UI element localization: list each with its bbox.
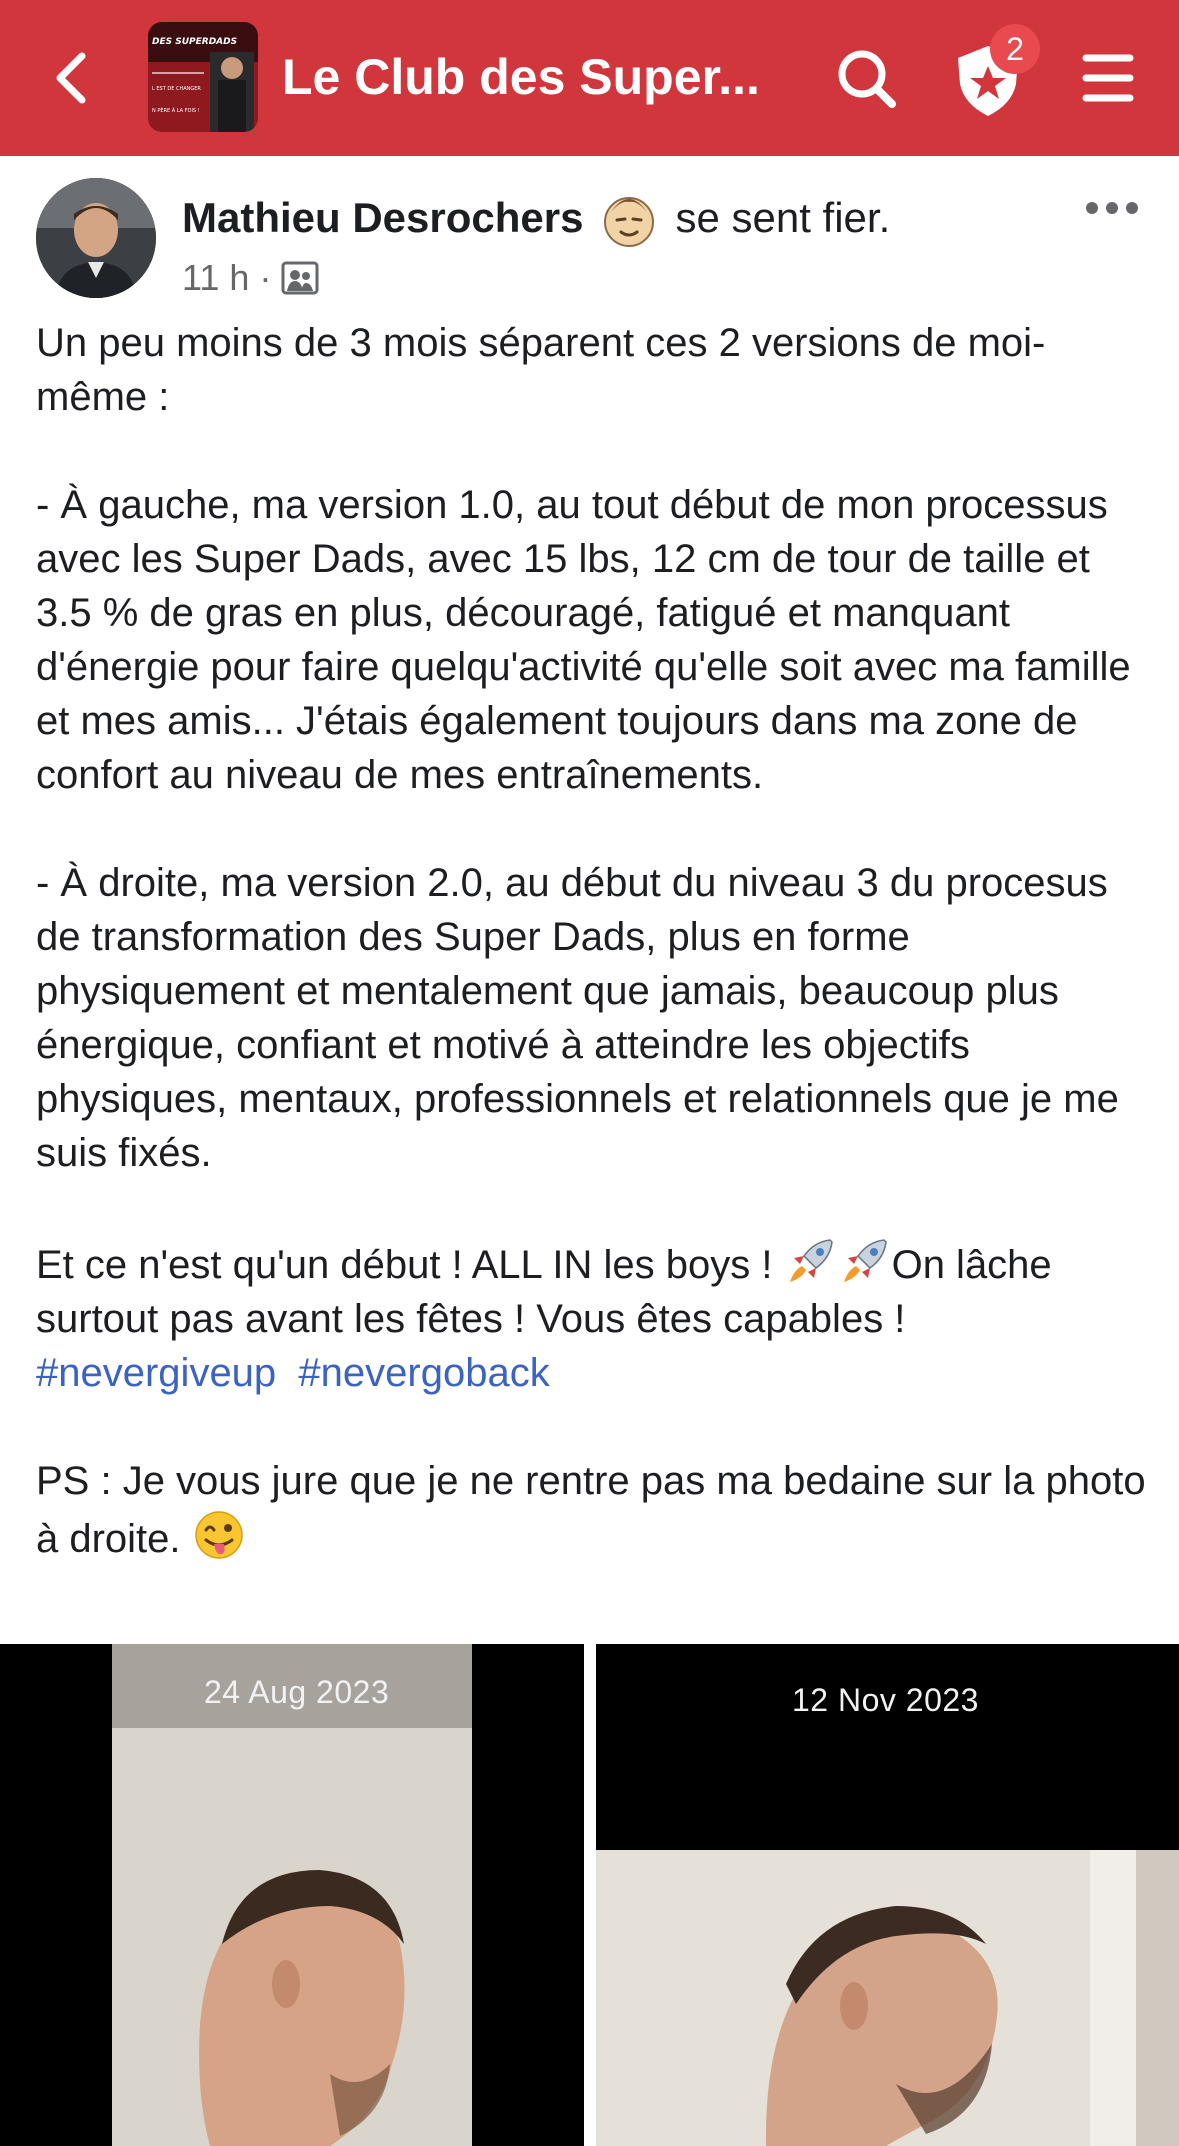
hashtag-nevergiveup[interactable]: #nevergiveup bbox=[36, 1351, 277, 1395]
post-timestamp[interactable]: 11 h bbox=[182, 257, 250, 298]
post-options-button[interactable] bbox=[1084, 192, 1140, 224]
post-paragraph-left: - À gauche, ma version 1.0, au tout début de mon processus avec les Super Dads, avec 15 lbs, 12 cm de tour de taille et 3.5 % de gras en plus, découragé, fatigué et manquant d'énergie pour faire quelqu'activité qu'elle soit avec ma famille et mes amis... J'étais également toujours dans ma zone de confort au niveau de mes entraînements. bbox=[36, 483, 1131, 797]
post-paragraph-right: - À droite, ma version 2.0, au début du niveau 3 du procesus de transformation des Super Dads, plus en forme physiquement et mentalement que jamais, beaucoup plus énergique, confiant et motivé à atteindre les objectifs physiques, mentaux, professionnels et relationnels que je me suis fixés. bbox=[36, 861, 1119, 1175]
post-intro: Un peu moins de 3 mois séparent ces 2 versions de moi-même : bbox=[36, 321, 1046, 419]
top-bar bbox=[0, 0, 1179, 156]
post-closing bbox=[36, 1234, 1146, 1400]
feeling-text: se sent fier. bbox=[675, 194, 891, 241]
post-ps bbox=[36, 1454, 1146, 1566]
winking-tongue-icon bbox=[192, 1508, 246, 1562]
avatar-photo bbox=[36, 178, 156, 298]
thumb-line-2: N PÈRE À LA FOIS ! bbox=[152, 108, 200, 114]
photo-date-right: 12 Nov 2023 bbox=[792, 1682, 979, 1718]
hashtag-nevergoback[interactable]: #nevergoback bbox=[298, 1351, 550, 1395]
menu-icon bbox=[1080, 48, 1136, 108]
group-title[interactable]: Le Club des Super... bbox=[282, 49, 760, 105]
thumb-title: DES SUPERDADS bbox=[152, 37, 238, 47]
closing-end: On lâche surtout pas avant les fêtes ! Vous êtes capables ! bbox=[36, 1243, 1052, 1341]
rocket-icon bbox=[838, 1234, 892, 1288]
author-avatar[interactable] bbox=[36, 178, 156, 298]
rocket-icon bbox=[784, 1234, 838, 1288]
back-button[interactable] bbox=[44, 46, 100, 110]
search-icon bbox=[832, 44, 902, 114]
menu-button[interactable] bbox=[1080, 48, 1136, 108]
photo-after[interactable] bbox=[596, 1644, 1179, 2146]
photo-before[interactable] bbox=[0, 1644, 584, 2146]
author-name[interactable]: Mathieu Desrochers bbox=[182, 194, 584, 241]
closing-start: Et ce n'est qu'un début ! ALL IN les boys ! bbox=[36, 1243, 784, 1287]
after-photo-image bbox=[596, 1644, 1179, 2146]
author-line bbox=[182, 186, 890, 250]
ps-text: PS : Je vous jure que je ne rentre pas ma bedaine sur la photo à droite. bbox=[36, 1459, 1146, 1561]
meta-separator: · bbox=[259, 257, 272, 298]
group-audience-icon bbox=[281, 261, 319, 295]
photo-date-left: 24 Aug 2023 bbox=[204, 1674, 390, 1710]
group-thumbnail[interactable] bbox=[148, 22, 258, 132]
back-icon bbox=[44, 46, 100, 110]
proud-face-icon bbox=[597, 186, 661, 250]
group-cover-image bbox=[148, 22, 258, 132]
post-body bbox=[36, 316, 1146, 1566]
before-photo-image bbox=[0, 1644, 584, 2146]
notification-badge: 2 bbox=[990, 24, 1040, 74]
search-button[interactable] bbox=[832, 44, 902, 114]
more-icon bbox=[1084, 192, 1140, 224]
post-meta bbox=[182, 254, 319, 302]
thumb-line-1: L EST DE CHANGER bbox=[152, 86, 201, 92]
